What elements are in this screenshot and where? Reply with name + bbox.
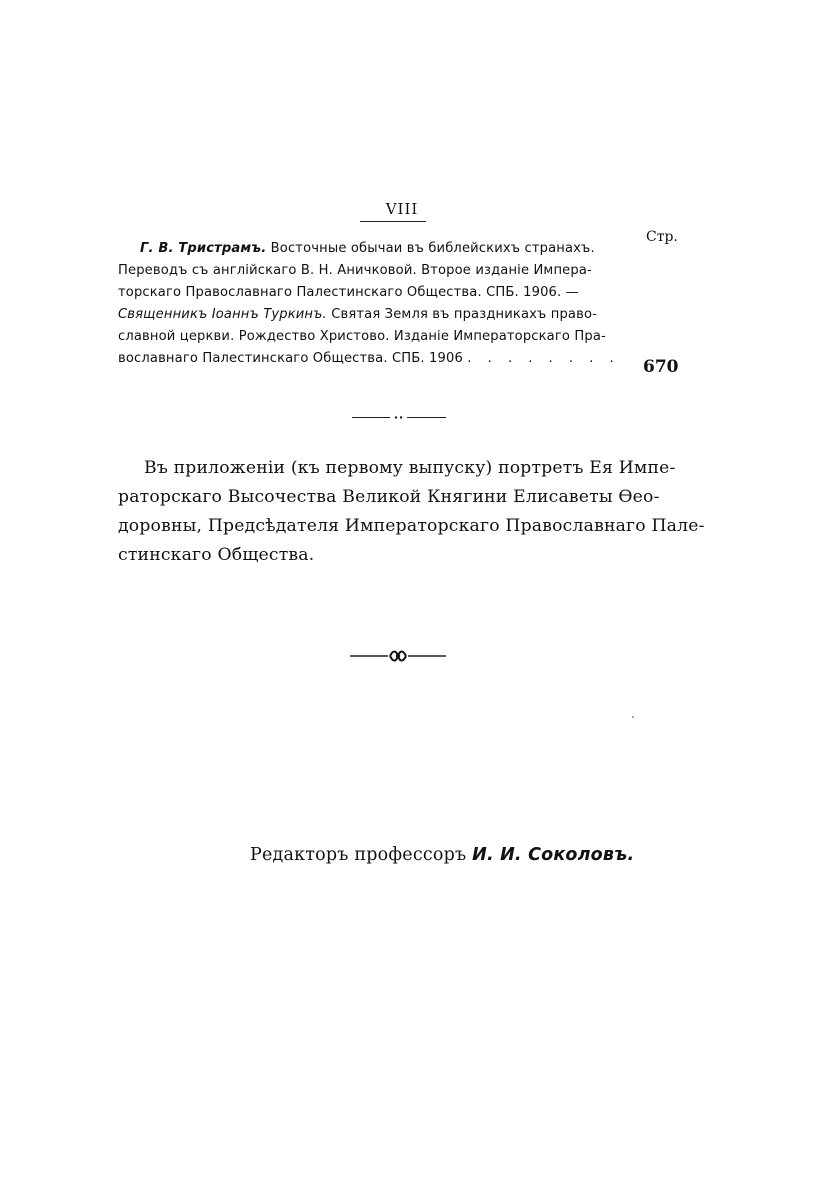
appendix-line-2: раторскаго Высочества Великой Княгини Елисаветы Ѳео- (118, 487, 660, 507)
section-separator-icon (352, 416, 446, 419)
page-speck (632, 716, 634, 718)
page-number: VIII (385, 200, 419, 218)
contents-entry (118, 238, 638, 370)
appendix-line-4: стинскаго Общества. (118, 545, 315, 565)
entry-line-2: Переводъ съ англійскаго В. Н. Аничковой. Второе изданіе Импера- (118, 263, 592, 278)
entry-dot-leader: . . . . . . . . (467, 351, 620, 366)
entry-line-6 (118, 348, 638, 370)
entry-line-4 (118, 304, 638, 326)
entry-title-holy-land: Святая Земля въ праздникахъ право- (331, 307, 598, 322)
entry-title-oriental-customs: Восточные обычаи въ библейскихъ странахъ. (270, 241, 595, 256)
entry-author-turkin: Священникъ Іоаннъ Туркинъ. (118, 307, 327, 322)
entry-line-5: славной церкви. Рождество Христово. Изданіе Императорскаго Пра- (118, 329, 606, 344)
entry-author-tristram: Г. В. Тристрамъ. (140, 241, 267, 256)
appendix-paragraph (118, 454, 705, 570)
page-number-rule (360, 221, 426, 222)
editor-signature (250, 845, 634, 865)
appendix-line-3: доровны, Предсѣдателя Императорскаго Православнаго Пале- (118, 516, 705, 536)
entry-line-6-text: вославнаго Палестинскаго Общества. СПБ. 1906 (118, 351, 463, 366)
editor-name: И. И. Соколовъ. (472, 845, 635, 865)
appendix-line-1: Въ приложеніи (къ первому выпуску) портретъ Ея Импе- (144, 458, 676, 478)
entry-line-1 (118, 238, 638, 260)
entry-line-3: торскаго Православнаго Палестинскаго Общества. СПБ. 1906. — (118, 285, 579, 300)
entry-page-reference: 670 (643, 357, 679, 377)
ornament-divider-icon (350, 648, 446, 664)
page-column-label: Стр. (646, 229, 678, 245)
editor-label: Редакторъ профессоръ (250, 845, 467, 865)
